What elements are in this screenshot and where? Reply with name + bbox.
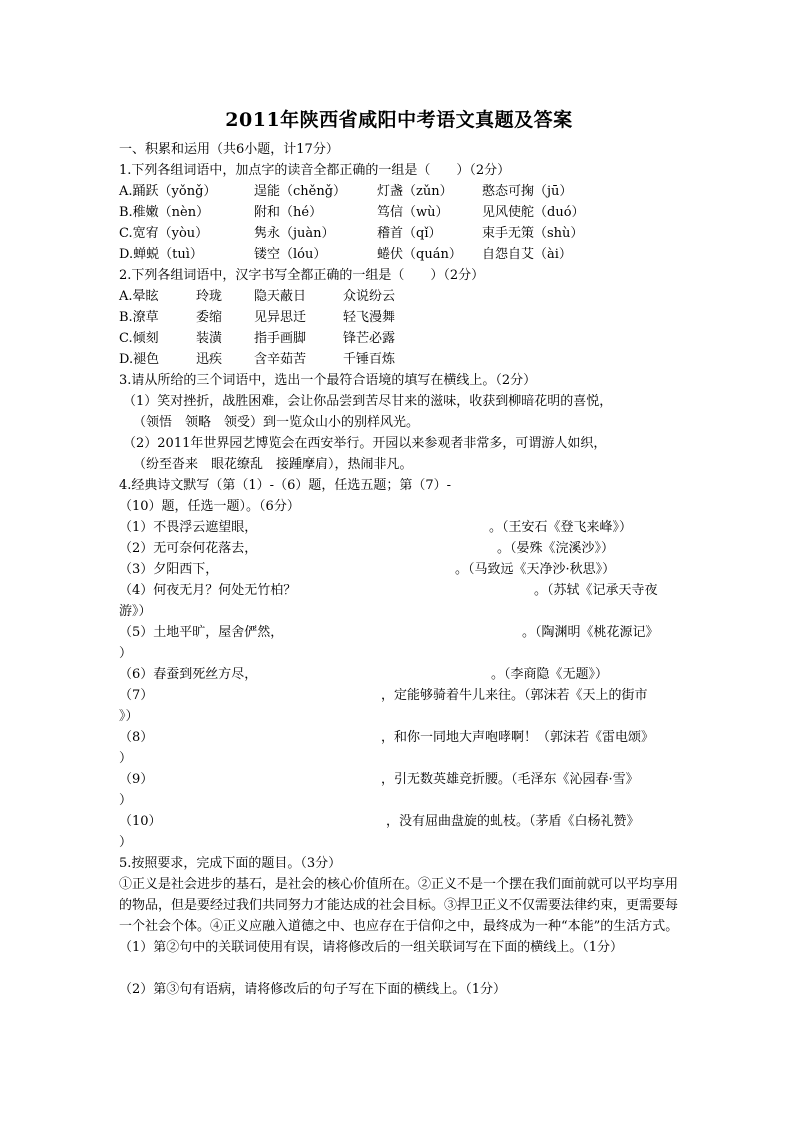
- recitation-item: [119, 685, 679, 706]
- recitation-item: [119, 727, 679, 748]
- question-3-item-1: （1）笑对挫折，战胜困难，会让你品尝到苦尽甘来的滋味，收获到柳暗花明的喜悦，: [123, 394, 613, 409]
- option-text: A.晕眩: [119, 289, 159, 304]
- section-heading: 一、积累和运用（共6小题，计17分）: [119, 142, 339, 157]
- recitation-source: 。（苏轼《记承天寺夜: [534, 583, 658, 598]
- question-1-stem: 1.下列各组词语中，加点字的读音全都正确的一组是（ ）（2分）: [119, 163, 511, 178]
- question-2-stem: 2.下列各组词语中，汉字书写全都正确的一组是（ ）（2分）: [119, 268, 485, 283]
- option-text: 隽永（juàn）: [254, 226, 335, 241]
- option-text: 轻飞漫舞: [343, 310, 396, 325]
- recitation-source: 。（马致远《天净沙·秋思》）: [455, 562, 616, 577]
- option-text: 笃信（wù）: [377, 205, 449, 220]
- recitation-prompt: （5）土地平旷，屋舍俨然，: [119, 625, 284, 640]
- recitation-source: ，没有屈曲盘旋的虬枝。（茅盾《白杨礼赞》: [386, 814, 640, 829]
- option-text: 含辛茹苦: [254, 352, 307, 367]
- recitation-source-cont: 游》）: [119, 604, 152, 619]
- option-text: 束手无策（shù）: [482, 226, 584, 241]
- option-text: 逞能（chěnǧ）: [254, 184, 347, 199]
- option-text: 灯盏（zǔn）: [377, 184, 453, 199]
- document-page: [119, 105, 679, 1000]
- recitation-item: [119, 517, 679, 538]
- option-text: 憨态可掬（jū）: [482, 184, 573, 199]
- question-3-item-2-choices: （纷至沓来 眼花缭乱 接踵摩肩），热闹非凡。: [133, 457, 413, 472]
- option-row: [119, 328, 679, 349]
- recitation-prompt: （9）: [119, 772, 154, 787]
- option-text: 稽首（qǐ）: [377, 226, 442, 241]
- recitation-prompt: （10）: [119, 814, 162, 829]
- option-text: 玲珑: [196, 289, 223, 304]
- recitation-prompt: （6）春蚕到死丝方尽，: [119, 667, 258, 682]
- option-text: 委缩: [196, 310, 223, 325]
- recitation-item: [119, 769, 679, 790]
- recitation-source: 。（王安石《登飞来峰》）: [489, 520, 633, 535]
- recitation-source: 。（晏殊《浣溪沙》）: [497, 541, 615, 556]
- question-5-sub-2: （2）第③句有语病，请将修改后的句子写在下面的横线上。（1分）: [119, 982, 507, 997]
- recitation-prompt: （1）不畏浮云遮望眼，: [119, 520, 258, 535]
- recitation-source: 。（陶渊明《桃花源记》: [522, 625, 659, 640]
- recitation-prompt: （4）何夜无月？何处无竹柏？: [119, 583, 297, 598]
- question-3-stem: 3.请从所给的三个词语中，选出一个最符合语境的填写在横线上。（2分）: [119, 373, 537, 388]
- recitation-item: [119, 664, 679, 685]
- question-5-stem: 5.按照要求，完成下面的题目。（3分）: [119, 856, 342, 871]
- question-4-stem: 4.经典诗文默写（第（1）-（6）题，任选五题；第（7）-: [119, 478, 452, 493]
- option-text: 自怨自艾（ài）: [482, 247, 572, 262]
- document-title: 2011年陕西省咸阳中考语文真题及答案: [225, 109, 573, 131]
- option-text: D.褪色: [119, 352, 160, 367]
- option-text: B.稚嫩（nèn）: [119, 205, 210, 220]
- option-text: 镂空（lóu）: [254, 247, 327, 262]
- option-text: 迅疾: [196, 352, 223, 367]
- recitation-item: [119, 559, 679, 580]
- option-row: [119, 244, 679, 265]
- option-row: [119, 307, 679, 328]
- option-row: [119, 223, 679, 244]
- question-5-sub-1: （1）第②句中的关联词使用有误，请将修改后的一组关联词写在下面的横线上。（1分）: [119, 940, 624, 955]
- recitation-prompt: （7）: [119, 688, 154, 703]
- recitation-item: [119, 538, 679, 559]
- recitation-item: [119, 811, 679, 832]
- option-text: C.倾刻: [119, 331, 159, 346]
- option-text: C.宽宥（yòu）: [119, 226, 209, 241]
- recitation-prompt: （2）无可奈何花落去，: [119, 541, 258, 556]
- option-row: [119, 286, 679, 307]
- recitation-source: ，定能够骑着牛儿来往。（郭沫若《天上的街市: [381, 688, 648, 703]
- option-row: [119, 349, 679, 370]
- option-text: 装潢: [196, 331, 223, 346]
- option-text: A.踊跃（yǒnǧ）: [119, 184, 217, 199]
- option-text: 千锤百炼: [343, 352, 396, 367]
- question-3-item-1-choices: （领悟 领略 领受）到一览众山小的别样风光。: [133, 415, 420, 430]
- option-text: 蜷伏（quán）: [377, 247, 462, 262]
- recitation-source-cont: ）: [119, 835, 133, 850]
- recitation-item: [119, 580, 679, 601]
- option-text: B.潦草: [119, 310, 159, 325]
- recitation-source: 。（李商隐《无题》）: [491, 667, 609, 682]
- option-row: [119, 202, 679, 223]
- recitation-source-cont: ）: [119, 646, 133, 661]
- option-text: 锋芒必露: [343, 331, 396, 346]
- recitation-source: ，和你一同地大声咆哮啊！（郭沫若《雷电颂》: [381, 730, 655, 745]
- option-row: [119, 181, 679, 202]
- recitation-source-cont: ）: [119, 793, 133, 808]
- recitation-source-cont: 》）: [119, 709, 139, 724]
- option-text: D.蝉蜕（tuì）: [119, 247, 203, 262]
- recitation-source: ，引无数英雄竞折腰。（毛泽东《沁园春·雪》: [381, 772, 639, 787]
- option-text: 指手画脚: [254, 331, 307, 346]
- option-text: 隐天蔽日: [254, 289, 307, 304]
- option-text: 附和（hé）: [254, 205, 323, 220]
- question-5-passage: ①正义是社会进步的基石，是社会的核心价值所在。②正义不是一个摆在我们面前就可以平均享用的物品，但是要经过我们共同努力才能达成的社会目标。③捍卫正义不仅需要法律约束，更需要每一个社会个体。④正义应融入道德之中、也应存在于信仰之中，最终成为一种“本能”的生活方式。: [119, 877, 679, 934]
- recitation-prompt: （8）: [119, 730, 154, 745]
- option-text: 见风使舵（duó）: [482, 205, 585, 220]
- question-3-item-2: （2）2011年世界园艺博览会在西安举行。开园以来参观者非常多，可谓游人如织，: [123, 436, 607, 451]
- recitation-prompt: （3）夕阳西下，: [119, 562, 219, 577]
- recitation-item: [119, 622, 679, 643]
- option-text: 众说纷云: [343, 289, 396, 304]
- question-4-stem-cont: （10）题，任选一题）。（6分）: [119, 499, 300, 514]
- option-text: 见异思迁: [254, 310, 307, 325]
- recitation-source-cont: ）: [119, 751, 133, 766]
